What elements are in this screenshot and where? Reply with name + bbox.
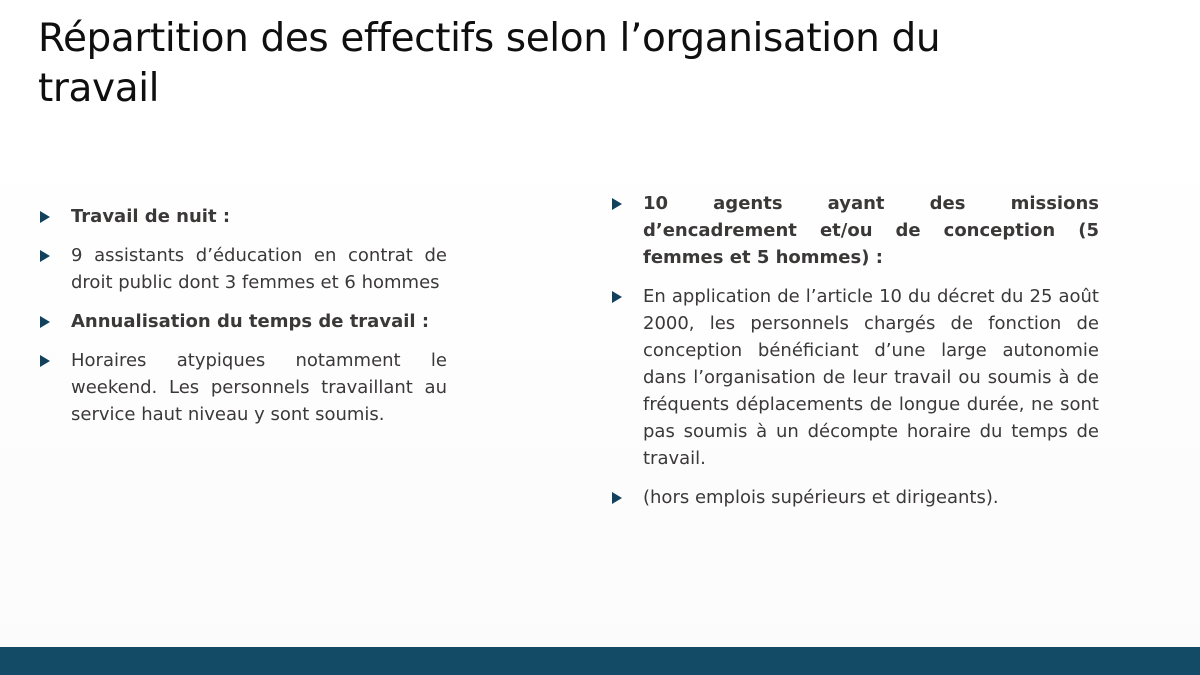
triangle-right-icon	[612, 291, 622, 303]
bullet-text: (hors emplois supérieurs et dirigeants).	[643, 487, 999, 508]
bullet-text: 10 agents ayant des missions d’encadrement et/ou de conception (5 femmes et 5 hommes) :	[643, 193, 1099, 268]
bullet-text: En application de l’article 10 du décret du 25 août 2000, les personnels chargés de fonction de conception bénéficiant d’une large autonomie dans l’organisation de leur travail ou soumis à de fréquents déplacements de longue durée, ne sont pas soumis à un décompte horaire du temps de travail.	[643, 286, 1099, 469]
bullet-item	[610, 190, 1099, 271]
bullet-text: Annualisation du temps de travail :	[71, 311, 430, 332]
slide-title: Répartition des effectifs selon l’organisation du travail	[38, 16, 941, 111]
bullet-item	[38, 242, 447, 296]
triangle-right-icon	[40, 316, 50, 328]
triangle-right-icon	[40, 211, 50, 223]
bullet-item	[38, 308, 447, 335]
triangle-right-icon	[40, 250, 50, 262]
triangle-right-icon	[40, 355, 50, 367]
footer-bar	[0, 647, 1200, 675]
bullet-item	[38, 347, 447, 428]
bullet-text: 9 assistants d’éducation en contrat de droit public dont 3 femmes et 6 hommes	[71, 245, 447, 293]
bullet-item	[610, 484, 1099, 511]
bullet-item	[38, 203, 447, 230]
left-column	[38, 203, 447, 440]
bullet-text: Horaires atypiques notamment le weekend. Les personnels travaillant au service haut niveau y sont soumis.	[71, 350, 447, 425]
triangle-right-icon	[612, 492, 622, 504]
bullet-item	[610, 283, 1099, 472]
bullet-text: Travail de nuit :	[71, 206, 231, 227]
right-column	[610, 190, 1099, 523]
triangle-right-icon	[612, 198, 622, 210]
